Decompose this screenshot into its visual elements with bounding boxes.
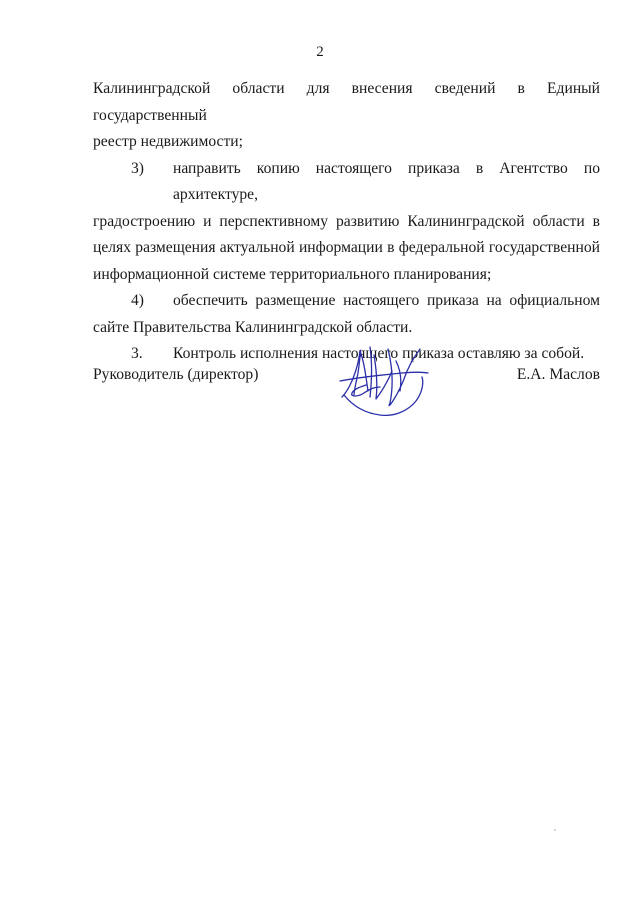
list-item-continuation: сайте Правительства Калининградской области. — [93, 318, 413, 336]
point-number: 3. — [131, 345, 143, 362]
scan-speck — [554, 829, 556, 831]
list-item-continuation: градостроению и перспективному развитию Калининградской области в целях размещения актуальной информации в федеральной государственной информационной системе территориального планирования; — [93, 212, 600, 283]
signatory-position: Руководитель (директор) — [93, 366, 259, 383]
continuation-line-2: реестр недвижимости; — [93, 133, 243, 150]
handwritten-signature — [330, 339, 440, 421]
list-item-number: 4) — [131, 292, 144, 309]
point-text: Контроль исполнения настоящего приказа оставляю за собой. — [173, 345, 585, 362]
list-item-3 — [93, 156, 600, 209]
list-item-number: 3) — [131, 159, 144, 177]
signature-block — [93, 356, 600, 426]
continuation-line-1: Калининградской области для внесения сведений в Единый государственный — [93, 80, 600, 124]
list-item-first-line: обеспечить размещение настоящего приказа на официальном — [173, 292, 600, 309]
signatory-name: Е.А. Маслов — [516, 366, 600, 383]
document-body — [93, 76, 600, 368]
page-number: 2 — [316, 44, 324, 60]
list-item-first-line: направить копию настоящего приказа в Агентство по архитектуре, — [173, 159, 600, 203]
list-item-4 — [93, 288, 600, 315]
